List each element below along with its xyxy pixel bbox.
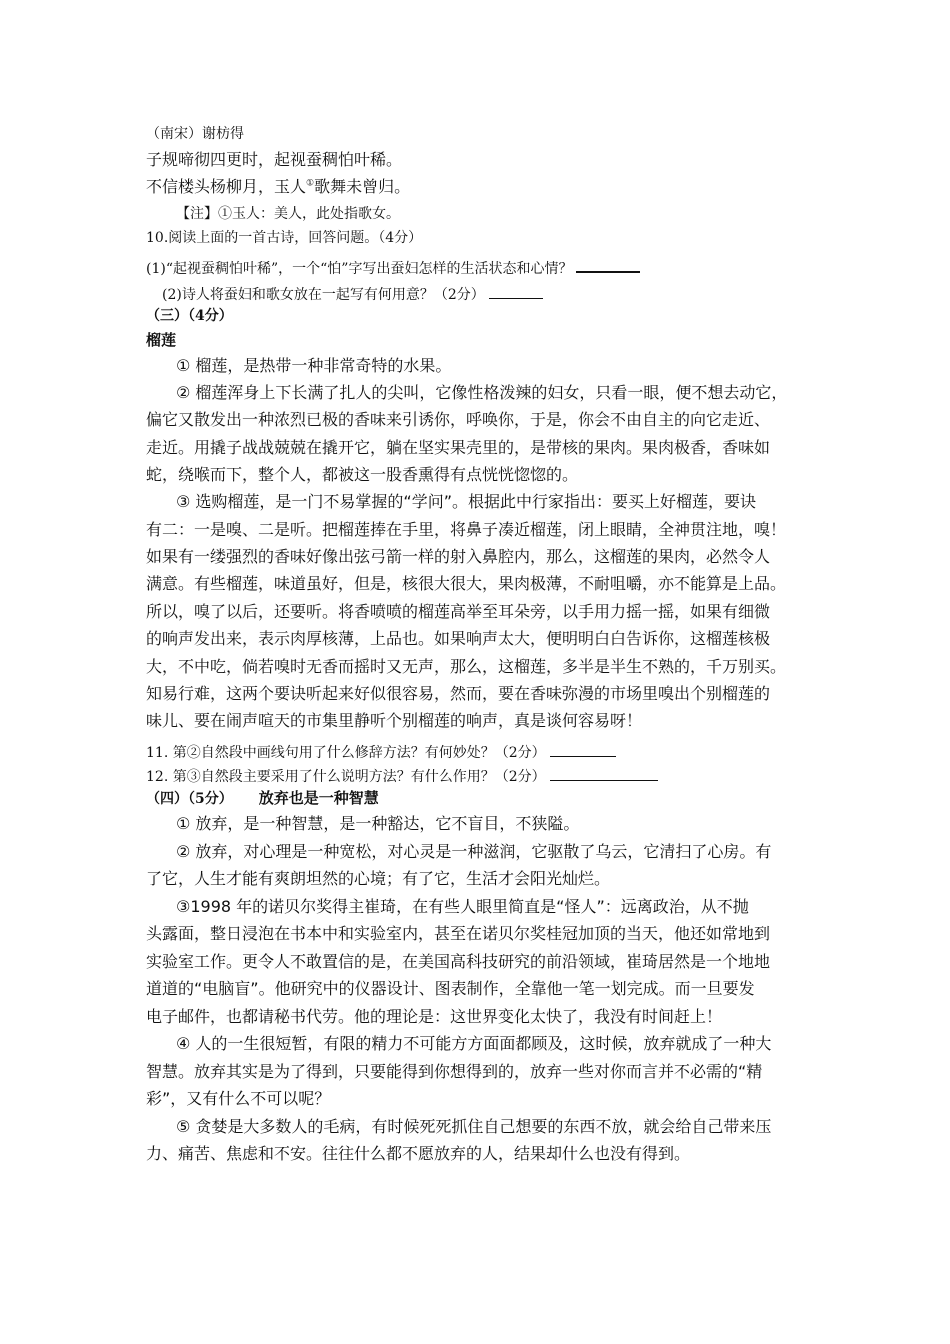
sec3-line-2: 偏它又散发出一种浓烈已极的香味来引诱你，呼唤你，于是，你会不由自主的向它走近、: [146, 410, 771, 429]
sec4-line-0: ① 放弃，是一种智慧，是一种豁达，它不盲目，不狭隘。: [176, 814, 580, 833]
question-10: 10.阅读上面的一首古诗，回答问题。（4分）: [146, 230, 423, 246]
answer-blank-10-2[interactable]: [489, 284, 543, 299]
sec3-line-0: ① 榴莲，是热带一种非常奇特的水果。: [176, 356, 452, 375]
question-12: [146, 766, 658, 784]
sec4-line-6: 道道的“电脑盲”。他研究中的仪器设计、图表制作，全靠他一笔一划完成。而一旦要发: [146, 979, 755, 998]
sec3-line-7: 如果有一缕强烈的香味好像出弦弓箭一样的射入鼻腔内，那么，这榴莲的果肉，必然令人: [146, 547, 771, 566]
sec3-line-4: 蛇，绕喉而下，整个人，都被这一股香熏得有点恍恍惚惚的。: [146, 465, 579, 484]
question-12-text: 12. 第③自然段主要采用了什么说明方法？有什么作用？（2分）: [146, 769, 546, 785]
sec3-line-3: 走近。用撬子战战兢兢在撬开它，躺在坚实果壳里的，是带核的果肉。果肉极香，香味如: [146, 438, 771, 457]
sec3-line-6: 有二：一是嗅、二是听。把榴莲捧在手里，将鼻子凑近榴莲，闭上眼睛，全神贯注地，嗅！: [146, 520, 787, 539]
question-11-text: 11. 第②自然段中画线句用了什么修辞方法？有何妙处？（2分）: [146, 745, 546, 761]
sec3-line-11: 大，不中吃，倘若嗅时无香而摇时又无声，那么，这榴莲，多半是半生不熟的，千万别买。: [146, 657, 787, 676]
poem-note: 【注】①玉人：美人，此处指歌女。: [176, 206, 400, 222]
poem-line-2-end: 歌舞未曾归。: [314, 177, 411, 196]
poem-line-1: 子规啼彻四更时，起视蚕稠怕叶稀。: [146, 150, 403, 169]
answer-blank-10-1[interactable]: [576, 257, 640, 273]
sec4-line-2: 了它，人生才能有爽朗坦然的心境；有了它，生活才会阳光灿烂。: [146, 869, 611, 888]
poem-line-2-start: 不信楼头杨柳月，玉人: [146, 177, 307, 196]
section-4-title: 放弃也是一种智慧: [258, 789, 379, 807]
section-3-header: （三）（4分）: [146, 308, 233, 324]
sec4-line-11: ⑤ 贪婪是大多数人的毛病，有时候死死抓住自己想要的东西不放，就会给自己带来压: [176, 1117, 772, 1136]
section-4-header: [146, 791, 379, 806]
question-10-2: [162, 284, 543, 302]
sec4-line-12: 力、痛苦、焦虑和不安。往往什么都不愿放弃的人，结果却什么也没有得到。: [146, 1144, 691, 1163]
sec4-line-7: 电子邮件，也都请秘书代劳。他的理论是：这世界变化太快了，我没有时间赶上！: [146, 1007, 723, 1026]
poem-author: （南宋）谢枋得: [146, 126, 244, 142]
sec4-line-10: 彩”，又有什么不可以呢？: [146, 1089, 331, 1108]
sec3-line-10: 的响声发出来，表示肉厚核薄，上品也。如果响声太大，便明明白白告诉你，这榴莲核极: [146, 629, 771, 648]
sec4-line-8: ④ 人的一生很短暂，有限的精力不可能方方面面都顾及，这时候，放弃就成了一种大: [176, 1034, 772, 1053]
section-3-title: 榴莲: [146, 331, 177, 349]
sec4-line-9: 智慧。放弃其实是为了得到，只要能得到你想得到的，放弃一些对你而言并不必需的“精: [146, 1062, 763, 1081]
sec4-line-3: ③1998 年的诺贝尔奖得主崔琦，在有些人眼里简直是“怪人”：远离政治，从不抛: [176, 897, 749, 916]
sec4-line-4: 头露面，整日浸泡在书本中和实验室内，甚至在诺贝尔奖桂冠加顶的当天，他还如常地到: [146, 924, 771, 943]
sec4-line-1: ② 放弃，对心理是一种宽松，对心灵是一种滋润，它驱散了乌云，它清扫了心房。有: [176, 842, 772, 861]
note-mark: ①: [306, 178, 315, 189]
poem-line-2: [146, 179, 410, 195]
sec4-line-5: 实验室工作。更令人不敢置信的是，在美国高科技研究的前沿领域，崔琦居然是一个地地: [146, 952, 771, 971]
question-10-1: [146, 257, 640, 276]
question-11: [146, 742, 616, 760]
answer-blank-11[interactable]: [550, 742, 616, 757]
sec3-line-12: 知易行难，这两个要诀听起来好似很容易，然而，要在香味弥漫的市场里嗅出个别榴莲的: [146, 684, 771, 703]
sec3-line-8: 满意。有些榴莲，味道虽好，但是，核很大很大，果肉极薄，不耐咀嚼，亦不能算是上品。: [146, 574, 787, 593]
sec3-line-5: ③ 选购榴莲，是一门不易掌握的“学问”。根据此中行家指出：要买上好榴莲，要诀: [176, 492, 757, 511]
sec3-line-1: ② 榴莲浑身上下长满了扎人的尖叫，它像性格泼辣的妇女，只看一眼，便不想去动它，: [176, 383, 788, 402]
question-10-1-text: (1)“起视蚕稠怕叶稀”，一个“怕”字写出蚕妇怎样的生活状态和心情？: [146, 261, 573, 277]
section-4-label: （四）（5分）: [146, 791, 233, 807]
answer-blank-12[interactable]: [550, 766, 658, 781]
question-10-2-text: (2)诗人将蚕妇和歌女放在一起写有何用意？（2分）: [162, 287, 485, 303]
sec3-line-9: 所以，嗅了以后，还要听。将香喷喷的榴莲高举至耳朵旁，以手用力摇一摇，如果有细微: [146, 602, 771, 621]
sec3-line-13: 味儿、要在闹声喧天的市集里静听个别榴莲的响声，真是谈何容易呀！: [146, 711, 643, 730]
